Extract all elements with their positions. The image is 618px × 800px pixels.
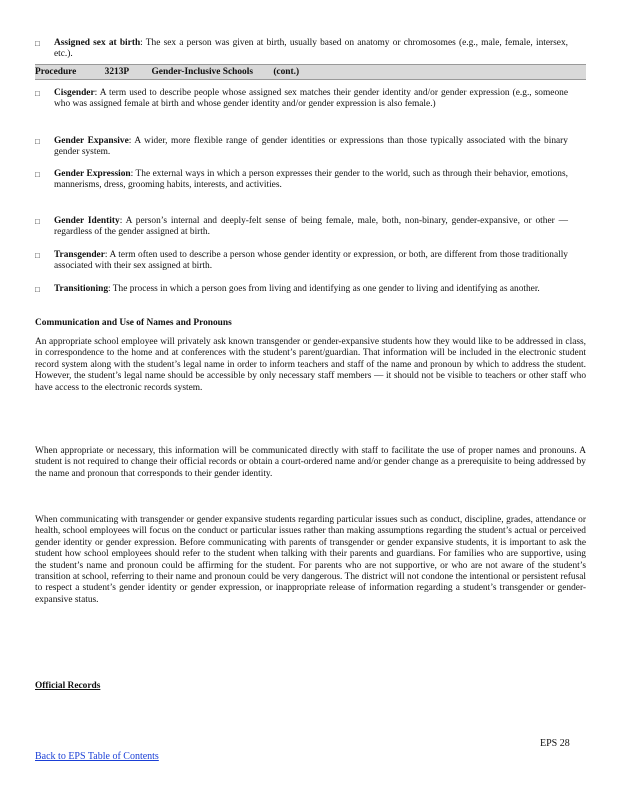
definition-text: : A term often used to describe a person whose gender identity or expression, or both, are different from those traditionally associated with their sex assigned at birth. [54, 250, 568, 272]
definition-assigned-sex [35, 38, 568, 61]
definition-transitioning [35, 284, 568, 295]
definition-text: : A wider, more flexible range of gender identities or expressions than those typically associated with the binary gender system. [54, 136, 568, 158]
bullet-icon: □ [35, 137, 40, 146]
procedure-header-bar [35, 64, 586, 80]
paragraph-communication-3: When communicating with transgender or gender expansive students regarding particular issues such as conduct, discipline, grades, attendance or health, school employees will focus on the conduct or particular issues rather than making assumptions regarding the student’s actual or perceived gender identity or gender expression. Before communicating with parents of transgender or gender expansive students, it is important to ask the student how school employees should refer to the student when talking with their parents and guardians. For families who are supportive, using the student’s name and pronoun could be affirming for the student. For parents who are not supportive, or who are not aware of the student’s transition at school, referring to their name and pronoun could be very dangerous. The district will not condone the intentional or persistent refusal to respect a student’s gender identity or gender expression, or inappropriate release of information regarding a student’s transgender or gender-expansive status. [35, 515, 586, 605]
definition-transgender [35, 250, 568, 273]
communication-heading: Communication and Use of Names and Pronouns [35, 318, 232, 328]
definition-term: Assigned sex at birth [54, 38, 141, 48]
definition-text: : The sex a person was given at birth, usually based on anatomy or chromosomes (e.g., male, female, intersex, etc.). [54, 38, 568, 60]
bullet-icon: □ [35, 39, 40, 48]
definition-term: Gender Expansive [54, 136, 129, 146]
definition-text: : The external ways in which a person expresses their gender to the world, such as through their behavior, emotions, mannerisms, dress, grooming habits, interests, and activities. [54, 169, 568, 191]
bullet-icon: □ [35, 89, 40, 98]
page-number: EPS 28 [540, 738, 570, 749]
bullet-icon: □ [35, 217, 40, 226]
official-records-heading: Official Records [35, 681, 101, 691]
procedure-label: Procedure [35, 67, 77, 77]
definition-gender-expansive [35, 136, 568, 159]
definition-term: Gender Expression [54, 169, 131, 179]
bullet-icon: □ [35, 251, 40, 260]
definition-text: : A term used to describe people whose assigned sex matches their gender identity and/or gender expression (e.g., someone who was assigned female at birth and whose gender identity and/or gender expression is also female.) [54, 88, 568, 110]
procedure-title: Gender-Inclusive Schools [151, 67, 253, 77]
definition-term: Cisgender [54, 88, 95, 98]
definition-gender-expression [35, 169, 568, 192]
bullet-icon: □ [35, 170, 40, 179]
paragraph-communication-1: An appropriate school employee will privately ask known transgender or gender-expansive students how they would like to be addressed in class, in correspondence to the home and at conferences with the student’s parent/guardian. That information will be included in the electronic student record system along with the student’s legal name in order to inform teachers and staff of the name and pronoun by which to address the student. However, the student’s legal name should be accessible by only necessary staff members — it should not be visible to teachers or other staff who have access to the electronic records system. [35, 337, 586, 393]
definition-text: : The process in which a person goes from living and identifying as one gender to living and identifying as another. [108, 284, 540, 294]
back-to-contents-link[interactable]: Back to EPS Table of Contents [35, 751, 159, 762]
definition-cisgender [35, 88, 568, 111]
definition-term: Transitioning [54, 284, 109, 294]
procedure-number: 3213P [104, 67, 130, 77]
bullet-icon: □ [35, 285, 40, 294]
definition-gender-identity [35, 216, 568, 239]
paragraph-communication-2: When appropriate or necessary, this information will be communicated directly with staff to facilitate the use of proper names and pronouns. A student is not required to change their official records or obtain a court-ordered name and/or gender change as a prerequisite to being addressed by the name and pronoun that corresponds to their gender identity. [35, 446, 586, 479]
definition-term: Gender Identity [54, 216, 120, 226]
definition-text: : A person’s internal and deeply-felt sense of being female, male, both, non-binary, gender-expansive, or other — regardless of the gender assigned at birth. [54, 216, 568, 238]
procedure-cont: (cont.) [273, 67, 300, 77]
definition-term: Transgender [54, 250, 105, 260]
